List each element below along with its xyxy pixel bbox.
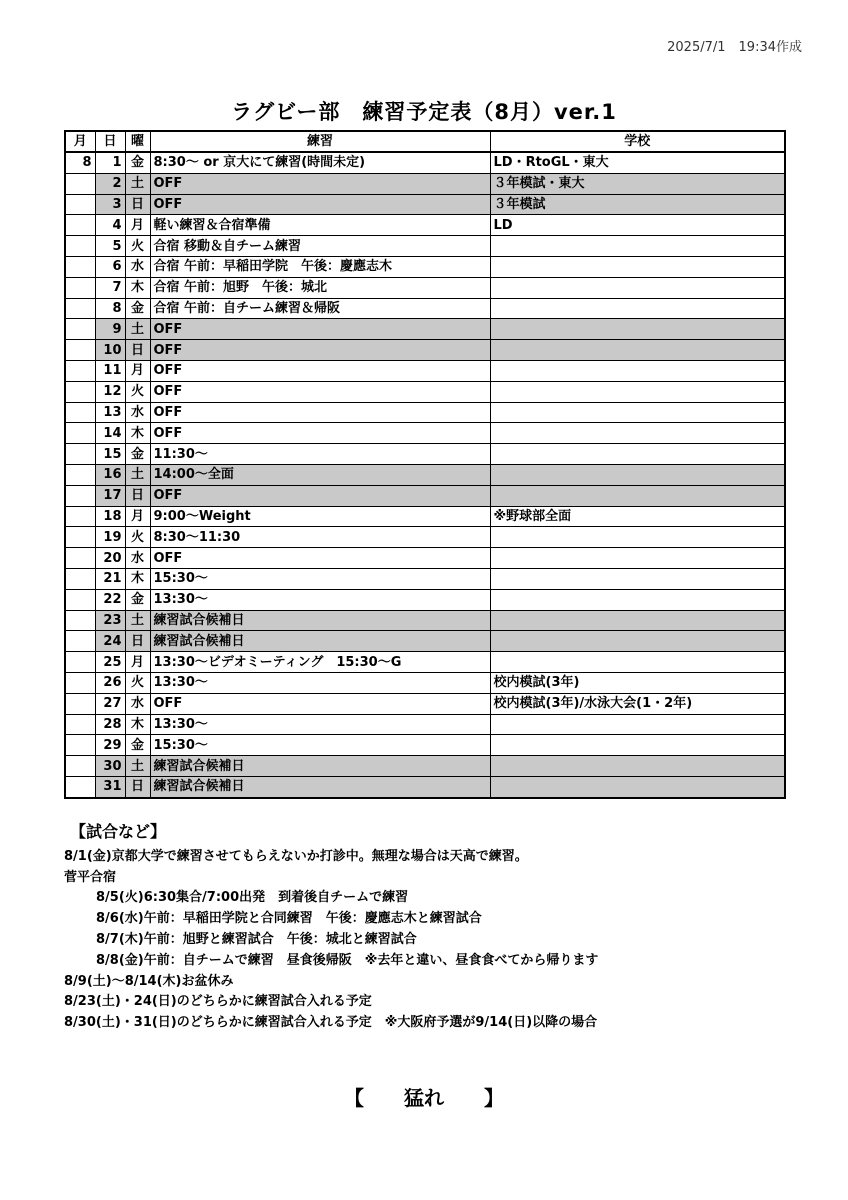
weekday-cell: 木	[125, 568, 150, 589]
month-cell-blank	[65, 194, 95, 215]
table-row	[65, 506, 785, 527]
weekday-cell: 日	[125, 340, 150, 361]
month-cell-blank	[65, 652, 95, 673]
table-row	[65, 631, 785, 652]
month-cell-blank	[65, 298, 95, 319]
table-row	[65, 714, 785, 735]
notes-section	[64, 822, 804, 1034]
weekday-cell: 金	[125, 735, 150, 756]
header-day: 日	[95, 131, 125, 152]
table-row	[65, 173, 785, 194]
practice-cell: 練習試合候補日	[150, 776, 490, 797]
practice-cell: 9:00～Weight	[150, 506, 490, 527]
month-cell-blank	[65, 776, 95, 797]
weekday-cell: 木	[125, 277, 150, 298]
table-row	[65, 194, 785, 215]
month-cell-blank	[65, 381, 95, 402]
day-cell: 27	[95, 693, 125, 714]
weekday-cell: 火	[125, 381, 150, 402]
table-row	[65, 152, 785, 173]
school-cell	[490, 340, 785, 361]
weekday-cell: 月	[125, 360, 150, 381]
school-cell	[490, 568, 785, 589]
month-cell-blank	[65, 444, 95, 465]
table-row	[65, 485, 785, 506]
weekday-cell: 土	[125, 610, 150, 631]
school-cell	[490, 756, 785, 777]
month-cell-blank	[65, 589, 95, 610]
table-row	[65, 589, 785, 610]
table-row	[65, 776, 785, 797]
note-line: 8/30(土)・31(日)のどちらかに練習試合入れる予定 ※大阪府予選が9/14(日)以降の場合	[64, 1015, 598, 1031]
table-row	[65, 610, 785, 631]
practice-cell: OFF	[150, 173, 490, 194]
note-line: 8/6(水)午前：早稲田学院と合同練習 午後：慶應志木と練習試合	[96, 911, 482, 927]
month-cell-blank	[65, 735, 95, 756]
day-cell: 25	[95, 652, 125, 673]
school-cell	[490, 236, 785, 257]
motto: 【 猛れ 】	[344, 1086, 504, 1110]
practice-cell: 13:30～	[150, 589, 490, 610]
weekday-cell: 日	[125, 485, 150, 506]
school-cell	[490, 589, 785, 610]
weekday-cell: 火	[125, 672, 150, 693]
weekday-cell: 月	[125, 506, 150, 527]
school-cell: LD・RtoGL・東大	[490, 152, 785, 173]
month-cell-blank	[65, 340, 95, 361]
table-row	[65, 756, 785, 777]
practice-cell: 練習試合候補日	[150, 610, 490, 631]
school-cell	[490, 631, 785, 652]
weekday-cell: 土	[125, 756, 150, 777]
weekday-cell: 日	[125, 776, 150, 797]
day-cell: 15	[95, 444, 125, 465]
school-cell	[490, 298, 785, 319]
month-cell-blank	[65, 506, 95, 527]
table-row	[65, 319, 785, 340]
practice-cell: OFF	[150, 381, 490, 402]
day-cell: 17	[95, 485, 125, 506]
month-cell-blank	[65, 319, 95, 340]
month-cell-blank	[65, 256, 95, 277]
day-cell: 10	[95, 340, 125, 361]
weekday-cell: 金	[125, 298, 150, 319]
practice-cell: 合宿 午前：自チーム練習＆帰阪	[150, 298, 490, 319]
table-row	[65, 236, 785, 257]
month-cell-blank	[65, 527, 95, 548]
day-cell: 13	[95, 402, 125, 423]
day-cell: 4	[95, 215, 125, 236]
school-cell	[490, 277, 785, 298]
practice-cell: 13:30～ビデオミーティング 15:30～G	[150, 652, 490, 673]
table-row	[65, 568, 785, 589]
note-line: 8/1(金)京都大学で練習させてもらえないか打診中。無理な場合は天高で練習。	[64, 848, 528, 864]
created-timestamp: 2025/7/1 19:34作成	[667, 40, 802, 55]
day-cell: 31	[95, 776, 125, 797]
day-cell: 6	[95, 256, 125, 277]
practice-cell: OFF	[150, 402, 490, 423]
day-cell: 20	[95, 548, 125, 569]
day-cell: 5	[95, 236, 125, 257]
weekday-cell: 土	[125, 319, 150, 340]
school-cell	[490, 464, 785, 485]
day-cell: 21	[95, 568, 125, 589]
practice-cell: 合宿 移動＆自チーム練習	[150, 236, 490, 257]
day-cell: 19	[95, 527, 125, 548]
school-cell: ３年模試・東大	[490, 173, 785, 194]
school-cell	[490, 381, 785, 402]
weekday-cell: 水	[125, 256, 150, 277]
weekday-cell: 金	[125, 589, 150, 610]
weekday-cell: 日	[125, 194, 150, 215]
practice-cell: OFF	[150, 194, 490, 215]
day-cell: 9	[95, 319, 125, 340]
weekday-cell: 木	[125, 423, 150, 444]
month-cell-blank	[65, 464, 95, 485]
table-header-row	[65, 131, 785, 152]
school-cell: LD	[490, 215, 785, 236]
weekday-cell: 木	[125, 714, 150, 735]
month-cell-blank	[65, 756, 95, 777]
school-cell	[490, 402, 785, 423]
weekday-cell: 金	[125, 444, 150, 465]
day-cell: 18	[95, 506, 125, 527]
school-cell	[490, 652, 785, 673]
table-row	[65, 672, 785, 693]
table-row	[65, 735, 785, 756]
note-line: 8/8(金)午前：自チームで練習 昼食後帰阪 ※去年と違い、昼食食べてから帰ります	[96, 952, 599, 968]
practice-cell: 合宿 午前：旭野 午後：城北	[150, 277, 490, 298]
day-cell: 11	[95, 360, 125, 381]
weekday-cell: 土	[125, 173, 150, 194]
practice-cell: OFF	[150, 423, 490, 444]
practice-cell: 合宿 午前：早稲田学院 午後：慶應志木	[150, 256, 490, 277]
month-cell-blank	[65, 423, 95, 444]
practice-cell: 11:30～	[150, 444, 490, 465]
practice-cell: 13:30～	[150, 672, 490, 693]
school-cell	[490, 256, 785, 277]
school-cell: ※野球部全面	[490, 506, 785, 527]
practice-cell: OFF	[150, 319, 490, 340]
month-cell-blank	[65, 236, 95, 257]
day-cell: 8	[95, 298, 125, 319]
header-month: 月	[65, 131, 95, 152]
table-row	[65, 402, 785, 423]
day-cell: 14	[95, 423, 125, 444]
day-cell: 1	[95, 152, 125, 173]
day-cell: 30	[95, 756, 125, 777]
weekday-cell: 月	[125, 652, 150, 673]
day-cell: 29	[95, 735, 125, 756]
practice-cell: OFF	[150, 340, 490, 361]
practice-cell: OFF	[150, 485, 490, 506]
day-cell: 26	[95, 672, 125, 693]
table-row	[65, 215, 785, 236]
school-cell	[490, 360, 785, 381]
weekday-cell: 火	[125, 236, 150, 257]
table-row	[65, 693, 785, 714]
school-cell	[490, 423, 785, 444]
month-cell-blank	[65, 610, 95, 631]
table-row	[65, 444, 785, 465]
table-row	[65, 527, 785, 548]
month-cell-blank	[65, 568, 95, 589]
weekday-cell: 水	[125, 402, 150, 423]
school-cell	[490, 735, 785, 756]
table-row	[65, 652, 785, 673]
practice-cell: 15:30～	[150, 568, 490, 589]
day-cell: 12	[95, 381, 125, 402]
day-cell: 23	[95, 610, 125, 631]
weekday-cell: 金	[125, 152, 150, 173]
weekday-cell: 日	[125, 631, 150, 652]
month-cell-blank	[65, 548, 95, 569]
header-weekday: 曜	[125, 131, 150, 152]
table-row	[65, 381, 785, 402]
table-row	[65, 464, 785, 485]
month-cell-blank	[65, 672, 95, 693]
notes-heading: 【試合など】	[70, 822, 167, 841]
day-cell: 24	[95, 631, 125, 652]
day-cell: 3	[95, 194, 125, 215]
practice-cell: OFF	[150, 548, 490, 569]
practice-cell: 8:30～11:30	[150, 527, 490, 548]
table-row	[65, 256, 785, 277]
table-row	[65, 298, 785, 319]
school-cell: 校内模試(3年)	[490, 672, 785, 693]
weekday-cell: 水	[125, 693, 150, 714]
month-cell-blank	[65, 485, 95, 506]
month-cell-blank	[65, 714, 95, 735]
month-cell-blank	[65, 173, 95, 194]
schedule-table	[64, 130, 786, 799]
header-practice: 練習	[150, 131, 490, 152]
day-cell: 28	[95, 714, 125, 735]
practice-cell: 15:30～	[150, 735, 490, 756]
practice-cell: 8:30～ or 京大にて練習(時間未定)	[150, 152, 490, 173]
practice-cell: 13:30～	[150, 714, 490, 735]
note-line: 菅平合宿	[64, 869, 117, 885]
table-row	[65, 360, 785, 381]
practice-cell: 14:00～全面	[150, 464, 490, 485]
day-cell: 16	[95, 464, 125, 485]
day-cell: 2	[95, 173, 125, 194]
school-cell	[490, 444, 785, 465]
note-line: 8/7(木)午前：旭野と練習試合 午後：城北と練習試合	[96, 931, 417, 947]
month-cell-blank	[65, 402, 95, 423]
day-cell: 7	[95, 277, 125, 298]
header-school: 学校	[490, 131, 785, 152]
page-title: ラグビー部 練習予定表（8月）ver.1	[231, 100, 617, 124]
month-cell-blank	[65, 215, 95, 236]
note-line: 8/23(土)・24(日)のどちらかに練習試合入れる予定	[64, 994, 372, 1010]
weekday-cell: 月	[125, 215, 150, 236]
note-line: 8/5(火)6:30集合/7:00出発 到着後自チームで練習	[96, 890, 409, 906]
table-row	[65, 423, 785, 444]
day-cell: 22	[95, 589, 125, 610]
month-cell-blank	[65, 693, 95, 714]
school-cell: ３年模試	[490, 194, 785, 215]
weekday-cell: 火	[125, 527, 150, 548]
school-cell	[490, 548, 785, 569]
table-row	[65, 340, 785, 361]
practice-cell: 軽い練習＆合宿準備	[150, 215, 490, 236]
practice-cell: 練習試合候補日	[150, 756, 490, 777]
school-cell	[490, 319, 785, 340]
school-cell	[490, 610, 785, 631]
school-cell: 校内模試(3年)/水泳大会(1・2年)	[490, 693, 785, 714]
school-cell	[490, 485, 785, 506]
practice-cell: OFF	[150, 693, 490, 714]
month-cell: 8	[65, 152, 95, 173]
note-line: 8/9(土)～8/14(木)お盆休み	[64, 973, 234, 989]
weekday-cell: 土	[125, 464, 150, 485]
table-row	[65, 548, 785, 569]
school-cell	[490, 527, 785, 548]
school-cell	[490, 776, 785, 797]
month-cell-blank	[65, 277, 95, 298]
table-row	[65, 277, 785, 298]
weekday-cell: 水	[125, 548, 150, 569]
month-cell-blank	[65, 631, 95, 652]
month-cell-blank	[65, 360, 95, 381]
school-cell	[490, 714, 785, 735]
practice-cell: OFF	[150, 360, 490, 381]
practice-cell: 練習試合候補日	[150, 631, 490, 652]
